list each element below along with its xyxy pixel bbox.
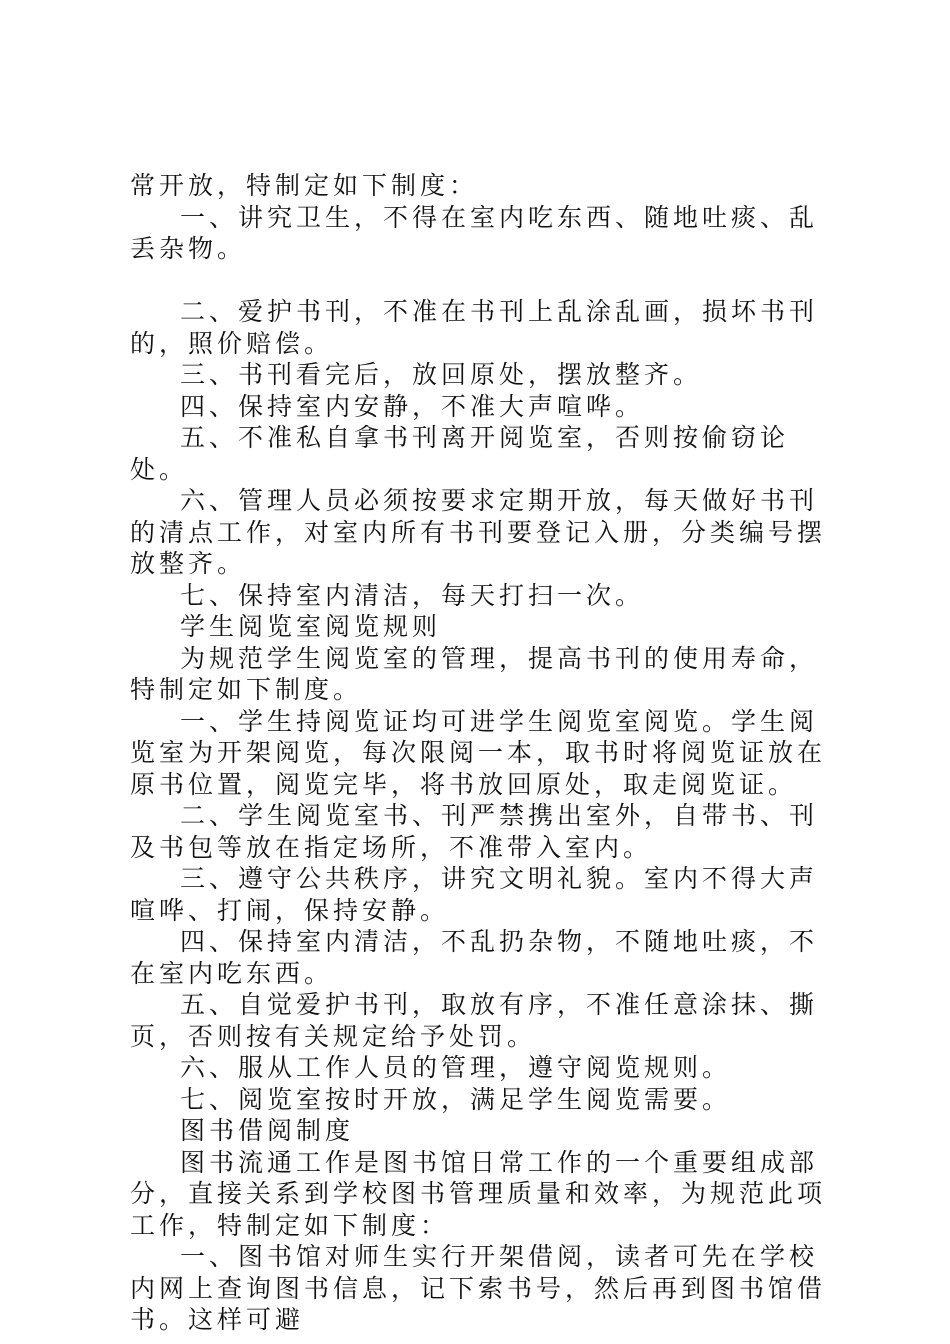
paragraph-rule-6: 六、管理人员必须按要求定期开放，每天做好书刊的清点工作，对室内所有书刊要登记入册，分类编号摆放整齐。 [130, 486, 827, 578]
paragraph-lending-intro: 图书流通工作是图书馆日常工作的一个重要组成部分，直接关系到学校图书管理质量和效率，为规范此项工作，特制定如下制度： [130, 1147, 827, 1240]
paragraph-reading-rule-7: 七、阅览室按时开放，满足学生阅览需要。 [180, 1084, 732, 1114]
paragraph-reading-rule-1: 一、学生持阅览证均可进学生阅览室阅览。学生阅览室为开架阅览，每次限阅一本，取书时将阅览证放在原书位置，阅览完毕，将书放回原处，取走阅览证。 [130, 706, 827, 799]
paragraph-rule-1: 一、讲究卫生，不得在室内吃东西、随地吐痰、乱丢杂物。 [130, 202, 819, 263]
document-body [130, 170, 835, 1336]
paragraph-reading-rule-3: 三、遵守公共秩序，讲究文明礼貌。室内不得大声喧哗、打闹，保持安静。 [130, 864, 819, 925]
paragraph-rule-5: 五、不准私自拿书刊离开阅览室，否则按偷窃论处。 [130, 423, 790, 484]
paragraph-reading-rule-2: 二、学生阅览室书、刊严禁携出室外，自带书、刊及书包等放在指定场所，不准带入室内。 [130, 801, 819, 862]
section-heading-book-lending: 图书借阅制度 [180, 1116, 355, 1145]
paragraph-rule-2: 二、爱护书刊，不准在书刊上乱涂乱画，损坏书刊的，照价赔偿。 [130, 297, 819, 358]
paragraph-continuation: 常开放，特制定如下制度： [130, 171, 479, 200]
paragraph-rule-3: 三、书刊看完后，放回原处，摆放整齐。 [180, 360, 703, 389]
paragraph-reading-room-intro: 为规范学生阅览室的管理，提高书刊的使用寿命，特制定如下制度。 [130, 643, 819, 704]
section-heading-reading-room-rules: 学生阅览室阅览规则 [180, 612, 442, 641]
paragraph-lending-rule-1: 一、图书馆对师生实行开架借阅，读者可先在学校内网上查询图书信息，记下索书号，然后再到图书馆借书。这样可避 [130, 1242, 827, 1334]
paragraph-reading-rule-4: 四、保持室内清洁，不乱扔杂物，不随地吐痰，不在室内吃东西。 [130, 927, 819, 988]
paragraph-reading-rule-5: 五、自觉爱护书刊，取放有序，不准任意涂抹、撕页，否则按有关规定给予处罚。 [130, 990, 819, 1051]
paragraph-reading-rule-6: 六、服从工作人员的管理，遵守阅览规则。 [180, 1053, 732, 1082]
paragraph-rule-7: 七、保持室内清洁，每天打扫一次。 [180, 580, 645, 610]
paragraph-rule-4: 四、保持室内安静，不准大声喧哗。 [180, 391, 645, 421]
